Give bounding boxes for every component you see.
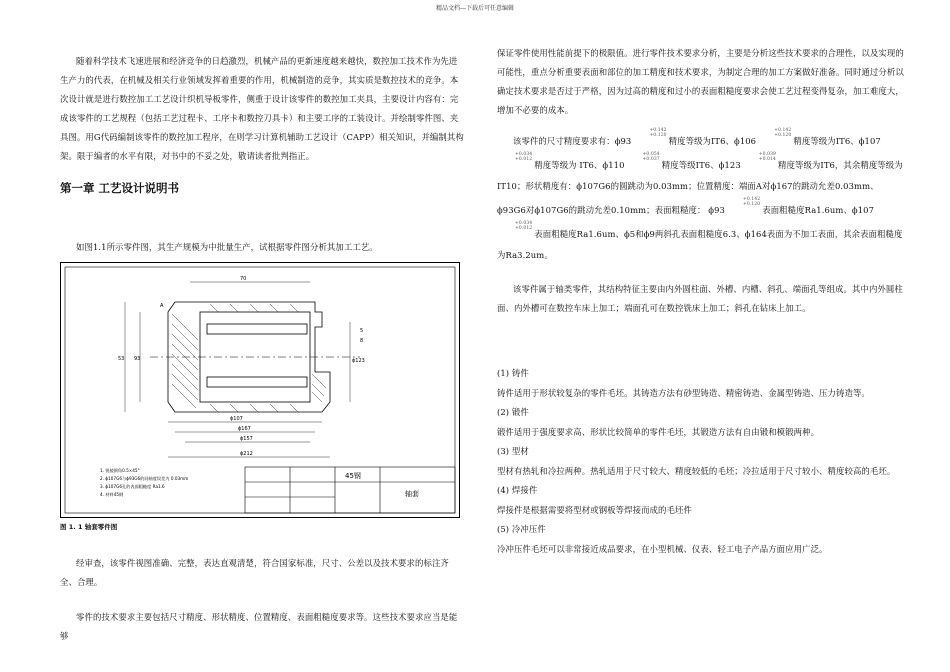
dim-label: A — [160, 303, 164, 309]
review-paragraph — [60, 554, 465, 592]
tolerance: +0.054 +0.037 — [642, 152, 660, 162]
figure-caption: 图 1. 1 轴套零件图 — [60, 523, 118, 531]
part-name-label: 轴套 — [405, 490, 419, 498]
list-item: 冷冲压件毛坯可以非常接近成品要求，在小型机械、仪表、轻工电子产品方面应用广泛。 — [497, 543, 828, 554]
list-item: (3) 型材 — [497, 446, 529, 456]
list-item: (1) 铸件 — [497, 368, 529, 378]
tech-req-paragraph — [60, 608, 465, 646]
tolerance: +0.142 +0.120 — [649, 128, 667, 138]
review-text: 经审查，该零件视图准确、完整，表达直观清楚，符合国家标准，尺寸、公差以及技术要求的标注齐全、合理。 — [60, 558, 449, 587]
drawing-note: 4. 材料45钢 — [100, 492, 124, 497]
structure-text: 该零件属于轴类零件，其结构特征主要由内外圆柱面、外槽、内槽、斜孔、端面孔等组成。其中内外圆柱面、内外槽可在数控车床上加工；端面孔可在数控铣床上加工；斜孔在钻床上加工。 — [497, 284, 903, 313]
list-item: (2) 锻件 — [497, 407, 529, 417]
dimension-paragraph — [497, 128, 904, 266]
tolerance: +0.034 +0.012 — [515, 152, 533, 162]
dim-label: 70 — [240, 276, 247, 282]
list-item: 型材有热轧和冷拉两种。热轧适用于尺寸较大、精度较低的毛坯；冷拉适用于尺寸较小、精度较高的毛坯。 — [497, 465, 896, 476]
figure-intro — [60, 238, 465, 257]
blank-types-list — [497, 364, 904, 559]
drawing-note: 2. ϕ107G6与ϕ93G6的同轴度误差为 0.03mm — [100, 476, 189, 481]
list-item: (5) 冷冲压件 — [497, 524, 546, 534]
list-item: 铸件适用于形状较复杂的零件毛坯。其铸造方法有砂型铸造、精密铸造、金属型铸造、压力铸造等。 — [497, 387, 870, 398]
dim-label: 5 — [360, 328, 364, 334]
tolerance: +0.039 +0.014 — [758, 152, 777, 162]
tech-req-text: 零件的技术要求主要包括尺寸精度、形状精度、位置精度、表面粗糙度要求等。这些技术要求应当是能够 — [60, 612, 458, 641]
list-item: 焊接件是根据需要将型材或钢板等焊接而成的毛坯件 — [497, 504, 692, 515]
left-column — [60, 52, 465, 166]
chapter-title: 第一章 工艺设计说明书 — [60, 181, 180, 195]
dim-label: 53 — [118, 356, 125, 362]
drawing-note: 3. ϕ107G6孔的表面粗糙度 Ra1.6 — [100, 484, 165, 489]
figure-intro-text: 如图1.1所示零件图，其生产规模为中批量生产，试根据零件图分析其加工工艺。 — [76, 242, 378, 252]
tolerance: +0.142 +0.120 — [774, 128, 792, 138]
right-column-top — [497, 44, 904, 120]
drawing-note: 1. 锐棱倒角0.5×45° — [100, 468, 140, 473]
part-section — [150, 302, 360, 412]
page-header: 精品文档---下载后可任意编辑 — [435, 5, 515, 12]
material-label: 45钢 — [345, 472, 361, 480]
dim-label: ϕ107 — [230, 416, 243, 422]
dim-label: ϕ167 — [238, 426, 251, 432]
list-item: (4) 焊接件 — [497, 485, 538, 495]
intro-paragraph: 随着科学技术飞速进展和经济竞争的日趋激烈，机械产品的更新速度越来越快，数控加工技术作为先进生产力的代表，在机械及相关行业领域发挥着重要的作用，机械制造的竞争，其实质是数控技术的竞争。本次设计就是进行数控加工工艺设计织机导板零件，侧重于设计该零件的数控加工夹具，主要设计内容有：完成该零件的工艺规程（包括工艺过程卡、工序卡和数控刀具卡）和主要工序的工装设计。并绘制零件图、夹具图。用G代码编制该零件的数控加工程序，在则学习计算机辅助工艺设计（CAPP）相关知识，并编制其构架。限于编者的水平有限，对书中的不妥之处，敬请读者批判指正。 — [60, 56, 464, 161]
tech-analysis-paragraph: 保证零件使用性能前提下的极限值。进行零件技术要求分析，主要是分析这些技术要求的合理性，以及实现的可能性，重点分析重要表面和部位的加工精度和技术要求，为制定合理的加工方案做好准备。同时通过分析以确定技术要求是否过于严格，因为过高的精度和过小的表面粗糙度要求会使工艺过程变得复杂，加工难度大，增加不必要的成本。 — [497, 48, 904, 115]
part-drawing — [60, 262, 460, 518]
dim-label: ϕ157 — [240, 436, 253, 442]
dim-label: ϕ123 — [352, 358, 365, 364]
structure-paragraph — [497, 280, 904, 318]
dim-label: 93 — [134, 356, 141, 362]
dim-label: 8 — [360, 338, 364, 344]
tolerance: +0.034 +0.012 — [515, 221, 533, 231]
dimension-text: 该零件的尺寸精度要求有：ϕ93 +0.142 +0.120 精度等级为IT6、ϕ106 +0.142 +0.120 精度等级为IT6、ϕ107 +0.034 +0.012 精度等级为 IT6、ϕ110 +0.054 +0.037 精度等级IT6、ϕ123 +0.039 +0.014 精度等级为IT6，其余精度等级为IT10；形状精度有：ϕ107G6的圆跳动为0.03mm；位置精度：端面A对ϕ167的跳动允差0.03mm、ϕ93G6对ϕ107G6的跳动允差0.10mm；表面粗糙度： ϕ93 +0.142 +0.120 表面粗糙度Ra1.6um、ϕ107 +0.034 +0.012 表面粗糙度Ra1.6um、ϕ5和ϕ9两斜孔表面粗糙度6.3、ϕ164表面为不加工表面，其余表面粗糙度为Ra3.2um。 — [497, 128, 903, 260]
list-item: 锻件适用于强度要求高、形状比较简单的零件毛坯，其锻造方法有自由锻和模锻两种。 — [497, 426, 820, 437]
tolerance: +0.142 +0.120 — [742, 197, 761, 207]
dim-label: ϕ212 — [240, 451, 253, 457]
